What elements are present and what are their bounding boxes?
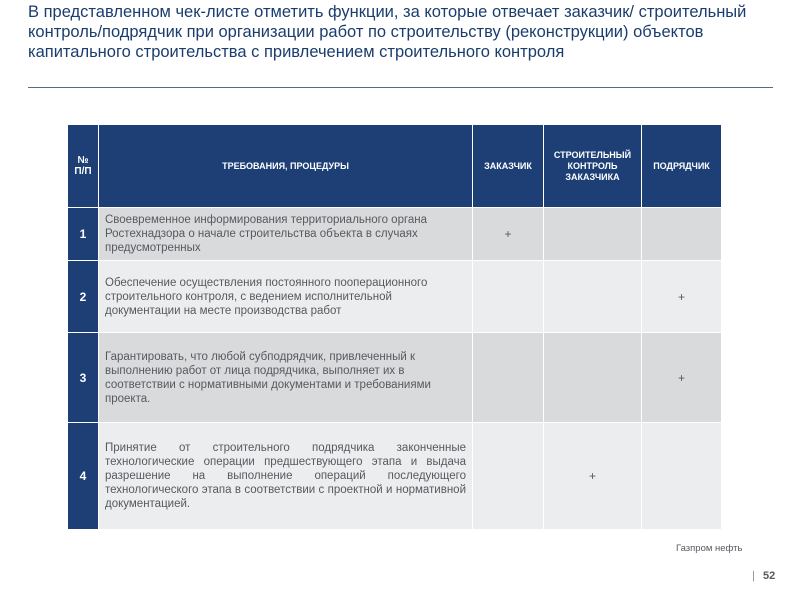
title-divider <box>28 87 773 88</box>
header-requirement: ТРЕБОВАНИЯ, ПРОЦЕДУРЫ <box>99 125 473 208</box>
header-control: СТРОИТЕЛЬНЫЙ КОНТРОЛЬ ЗАКАЗЧИКА <box>544 125 642 208</box>
footer-brand: Газпром нефть <box>676 543 743 554</box>
footer-separator: | <box>752 570 755 582</box>
table-header-row <box>68 125 722 208</box>
row-number: 3 <box>68 333 99 423</box>
checklist-table <box>67 124 722 530</box>
row-number: 1 <box>68 208 99 261</box>
table-row <box>68 423 722 530</box>
row-requirement: Принятие от строительного подрядчика законченные технологические операции предшествующего этапа и выдача разрешение на выполнение операций последующего технологического этапа в соответствии с проектной и нормативной документацией. <box>99 423 473 530</box>
header-customer: ЗАКАЗЧИК <box>473 125 544 208</box>
cell-customer <box>473 261 544 333</box>
cell-control: + <box>544 423 642 530</box>
page-number: 52 <box>763 570 776 582</box>
table-row <box>68 261 722 333</box>
row-requirement: Обеспечение осуществления постоянного пооперационного строительного контроля, с ведением исполнительной документации на месте производства работ <box>99 261 473 333</box>
row-number: 2 <box>68 261 99 333</box>
cell-customer <box>473 423 544 530</box>
row-requirement: Своевременное информирования территориального органа Ростехнадзора о начале строительства объекта в случаях предусмотренных <box>99 208 473 261</box>
cell-contractor <box>642 423 722 530</box>
cell-customer <box>473 333 544 423</box>
cell-contractor <box>642 208 722 261</box>
cell-customer: + <box>473 208 544 261</box>
slide-title: В представленном чек-листе отметить функции, за которые отвечает заказчик/ строительный контроль/подрядчик при организации работ по строительству (реконструкции) объектов капитального строительства с привлечением строительного контроля <box>28 3 747 61</box>
header-contractor: ПОДРЯДЧИК <box>642 125 722 208</box>
cell-control <box>544 208 642 261</box>
header-num: № П/П <box>68 125 99 208</box>
table-row <box>68 333 722 423</box>
cell-contractor: + <box>642 333 722 423</box>
cell-control <box>544 333 642 423</box>
cell-control <box>544 261 642 333</box>
cell-contractor: + <box>642 261 722 333</box>
row-requirement: Гарантировать, что любой субподрядчик, привлеченный к выполнению работ от лица подрядчика, выполняет их в соответствии с нормативными документами и требованиями проекта. <box>99 333 473 423</box>
table-row <box>68 208 722 261</box>
row-number: 4 <box>68 423 99 530</box>
